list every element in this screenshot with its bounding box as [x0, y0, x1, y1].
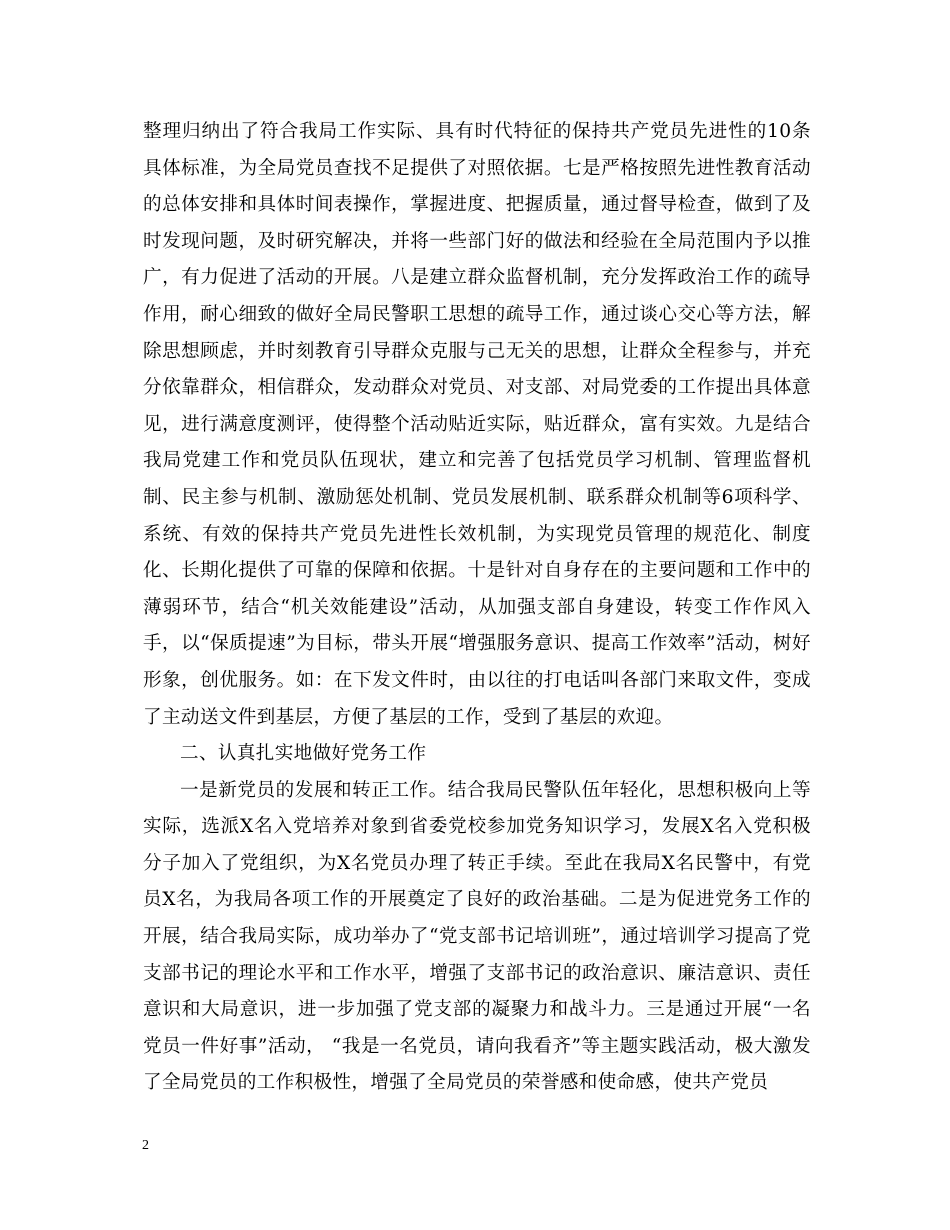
section-heading: 二、认真扎实地做好党务工作 [180, 743, 427, 765]
document-body [143, 114, 811, 1102]
paragraph-continued: 整理归纳出了符合我局工作实际、具有时代特征的保持共产党员先进性的10条具体标准，为全局党员查找不足提供了对照依据。七是严格按照先进性教育活动的总体安排和具体时间表操作，掌握进度、把握质量，通过督导检查，做到了及时发现问题，及时研究解决，并将一些部门好的做法和经验在全局范围内予以推广，有力促进了活动的开展。八是建立群众监督机制，充分发挥政治工作的疏导作用，耐心细致的做好全局民警职工思想的疏导工作，通过谈心交心等方法，解除思想顾虑，并时刻教育引导群众克服与己无关的思想，让群众全程参与，并充分依靠群众，相信群众，发动群众对党员、对支部、对局党委的工作提出具体意见，进行满意度测评，使得整个活动贴近实际，贴近群众，富有实效。九是结合我局党建工作和党员队伍现状，建立和完善了包括党员学习机制、管理监督机制、民主参与机制、激励惩处机制、党员发展机制、联系群众机制等6项科学、系统、有效的保持共产党员先进性长效机制，为实现党员管理的规范化、制度化、长期化提供了可靠的保障和依据。十是针对自身存在的主要问题和工作中的薄弱环节，结合“机关效能建设”活动，从加强支部自身建设，转变工作作风入手，以“保质提速”为目标，带头开展“增强服务意识、提高工作效率”活动，树好形象，创优服务。如：在下发文件时，由以往的打电话叫各部门来取文件，变成了主动送文件到基层，方便了基层的工作，受到了基层的欢迎。 [143, 121, 811, 728]
page-number: 2 [142, 1138, 149, 1153]
paragraph-party-affairs: 一是新党员的发展和转正工作。结合我局民警队伍年轻化，思想积极向上等实际，选派X名入党培养对象到省委党校参加党务知识学习，发展X名入党积极分子加入了党组织，为X名党员办理了转正手续。至此在我局X名民警中，有党员X名，为我局各项工作的开展奠定了良好的政治基础。二是为促进党务工作的开展，结合我局实际，成功举办了“党支部书记培训班”，通过培训学习提高了党支部书记的理论水平和工作水平，增强了支部书记的政治意识、廉洁意识、责任意识和大局意识，进一步加强了党支部的凝聚力和战斗力。三是通过开展“一名党员一件好事”活动， “我是一名党员，请向我看齐”等主题实践活动，极大激发了全局党员的工作积极性，增强了全局党员的荣誉感和使命感，使共产党员 [143, 779, 811, 1094]
